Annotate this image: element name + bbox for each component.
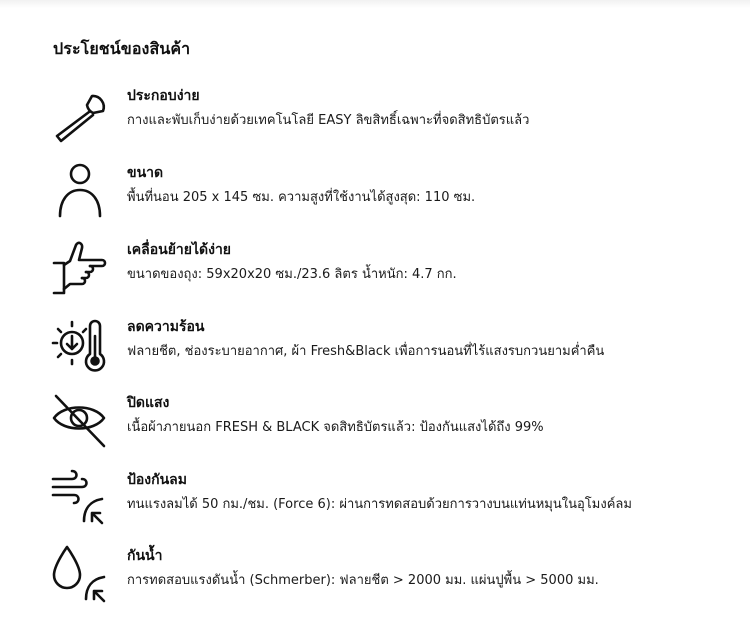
benefit-description: พื้นที่นอน 205 x 145 ซม. ความสูงที่ใช้งานได้สูงสุด: 110 ซม. xyxy=(127,190,476,205)
temperature-down-icon xyxy=(50,316,110,376)
benefit-description: กางและพับเก็บง่ายด้วยเทคโนโลยี EASY ลิขสิทธิ์เฉพาะที่จดสิทธิบัตรแล้ว xyxy=(127,113,530,128)
benefit-item-heat-reduction xyxy=(0,318,750,384)
benefit-description: ทนแรงลมได้ 50 กม./ชม. (Force 6): ผ่านการทดสอบด้วยการวางบนแท่นหมุนในอุโมงค์ลม xyxy=(127,497,632,512)
section-title: ประโยชน์ของสินค้า xyxy=(53,39,191,58)
benefit-item-wind-resistance xyxy=(0,471,750,537)
benefit-title: ป้องกันลม xyxy=(127,472,187,488)
benefit-item-water-resistance xyxy=(0,547,750,613)
hand-carry-icon xyxy=(50,239,110,299)
top-divider xyxy=(0,0,750,8)
benefit-item-assembly xyxy=(0,87,750,153)
benefit-description: การทดสอบแรงดันน้ำ (Schmerber): ฟลายชีต > 2000 มม. แผ่นปูพื้น > 5000 มม. xyxy=(127,573,599,588)
benefit-title: ขนาด xyxy=(127,165,164,181)
benefit-description: ฟลายชีต, ช่องระบายอากาศ, ผ้า Fresh&Black เพื่อการนอนที่ไร้แสงรบกวนยามค่ำคืน xyxy=(127,344,605,359)
benefit-item-portability xyxy=(0,241,750,307)
eye-off-icon xyxy=(50,392,110,452)
wrench-icon xyxy=(50,85,110,145)
benefit-title: ลดความร้อน xyxy=(127,319,205,335)
benefit-description: เนื้อผ้าภายนอก FRESH & BLACK จดสิทธิบัตรแล้ว: ป้องกันแสงได้ถึง 99% xyxy=(127,420,544,435)
benefit-title: กันน้ำ xyxy=(127,548,163,564)
benefit-item-size xyxy=(0,164,750,230)
benefit-title: ปิดแสง xyxy=(127,395,170,411)
benefit-description: ขนาดของถุง: 59x20x20 ซม./23.6 ลิตร น้ำหนัก: 4.7 กก. xyxy=(127,267,457,282)
benefit-title: ประกอบง่าย xyxy=(127,88,200,104)
benefit-title: เคลื่อนย้ายได้ง่าย xyxy=(127,242,232,258)
water-resistance-icon xyxy=(50,545,110,605)
wind-resistance-icon xyxy=(50,469,110,529)
person-icon xyxy=(50,162,110,222)
benefit-item-blackout xyxy=(0,394,750,460)
